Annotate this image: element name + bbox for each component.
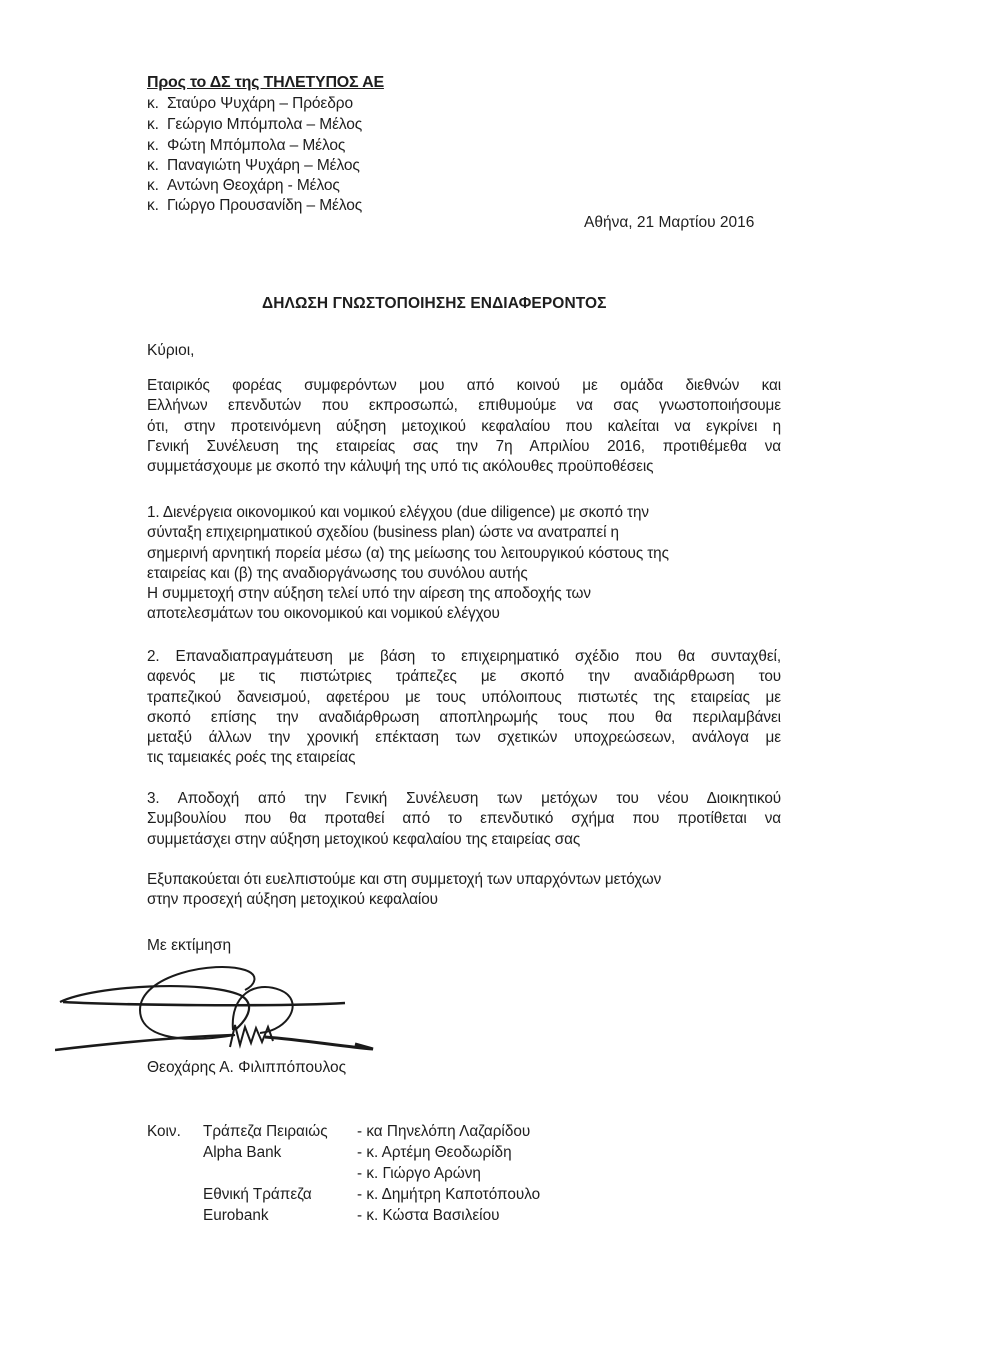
cc-person: - κ. Δημήτρη Καποτόπουλο [357, 1186, 541, 1203]
cc-person: - κα Πηνελόπη Λαζαρίδου [357, 1123, 531, 1140]
member-name: Γεώργιο Μπόμπολα – Μέλος [167, 116, 363, 133]
condition-2: 2. Επαναδιαπραγμάτευση με βάση το επιχειρηματικό σχέδιο που θα συνταχθεί, αφενός με τις πιστώτριες τράπεζες με σκοπό την αναδιάρθρωση του τραπεζικού δανεισμού, αφετέρου με τους υπόλοιπους πιστωτές της εταιρείας με σκοπό επίσης την αναδιάρθρωση αποπληρωμής τους που θα περιλαμβάνει μεταξύ άλλων την χρονική επέκταση των σχετικών υποχρεώσεων, ανάλογα με τις ταμειακές ροές της εταιρείας [147, 648, 781, 767]
member-prefix: κ. [147, 116, 159, 133]
addressee-member [147, 157, 360, 175]
intro-paragraph: Εταιρικός φορέας συμφερόντων μου από κοινού με ομάδα διεθνών και Ελλήνων επενδυτών που εκπροσωπώ, επιθυμούμε να σας γνωστοποιήσουμε ότι, στην προτεινόμενη αύξηση μετοχικού κεφαλαίου που καλείται να εγκρίνει η Γενική Συνέλευση της εταιρείας σας την 7η Απριλίου 2016, προτιθέμεθα να συμμετάσχουμε με σκοπό την κάλυψή της υπό τις ακόλουθες προϋποθέσεις [147, 377, 781, 476]
addressee-member [147, 197, 362, 215]
member-prefix: κ. [147, 177, 159, 194]
addressee-member [147, 95, 353, 113]
cc-bank: Eurobank [203, 1207, 269, 1224]
closing-phrase: Με εκτίμηση [147, 937, 232, 954]
addressee-member [147, 116, 362, 134]
letter-date: Αθήνα, 21 Μαρτίου 2016 [584, 214, 755, 231]
member-name: Αντώνη Θεοχάρη - Μέλος [167, 177, 340, 194]
member-name: Φώτη Μπόμπολα – Μέλος [167, 137, 346, 154]
condition-3: 3. Αποδοχή από την Γενική Συνέλευση των μετόχων του νέου Διοικητικού Συμβουλίου που θα προταθεί από το επενδυτικό σχήμα που προτίθεται να συμμετάσχει στην αύξηση μετοχικού κεφαλαίου της εταιρείας σας [147, 790, 781, 848]
addressee-member [147, 177, 340, 195]
cc-person: - κ. Γιώργο Αρώνη [357, 1165, 481, 1182]
member-prefix: κ. [147, 157, 159, 174]
cc-bank: Εθνική Τράπεζα [203, 1186, 312, 1203]
cc-label: Κοιν. [147, 1123, 181, 1140]
member-name: Σταύρο Ψυχάρη – Πρόεδρο [167, 95, 354, 112]
addressee-title: Προς το ΔΣ της ΤΗΛΕΤΥΠΟΣ ΑΕ [147, 74, 384, 91]
member-prefix: κ. [147, 197, 159, 214]
member-prefix: κ. [147, 95, 159, 112]
handwritten-signature [55, 955, 385, 1055]
member-name: Γιώργο Προυσανίδη – Μέλος [167, 197, 363, 214]
salutation: Κύριοι, [147, 342, 195, 359]
condition-1: 1. Διενέργεια οικονομικού και νομικού ελέγχου (due diligence) με σκοπό την σύνταξη επιχειρηματικού σχεδίου (business plan) ώστε να ανατραπεί η σημερινή αρνητική πορεία μέσω (α) της μείωσης του λειτουργικού κόστους της εταιρείας και (β) της αναδιοργάνωσης του συνόλου αυτής Η συμμετοχή στην αύξηση τελεί υπό την αίρεση της αποδοχής των αποτελεσμάτων του οικονομικού και νομικού ελέγχου [147, 504, 669, 623]
member-prefix: κ. [147, 137, 159, 154]
cc-person: - κ. Κώστα Βασιλείου [357, 1207, 500, 1224]
cc-bank: Alpha Bank [203, 1144, 282, 1161]
letter-subject: ΔΗΛΩΣΗ ΓΝΩΣΤΟΠΟΙΗΣΗΣ ΕΝΔΙΑΦΕΡΟΝΤΟΣ [262, 295, 607, 312]
member-name: Παναγιώτη Ψυχάρη – Μέλος [167, 157, 360, 174]
cc-person: - κ. Αρτέμη Θεοδωρίδη [357, 1144, 512, 1161]
signer-name: Θεοχάρης Α. Φιλιππόπουλος [147, 1059, 347, 1076]
addressee-member [147, 137, 345, 155]
cc-bank: Τράπεζα Πειραιώς [203, 1123, 328, 1140]
closing-paragraph: Εξυπακούεται ότι ευελπιστούμε και στη συμμετοχή των υπαρχόντων μετόχων στην προσεχή αύξηση μετοχικού κεφαλαίου [147, 871, 662, 909]
